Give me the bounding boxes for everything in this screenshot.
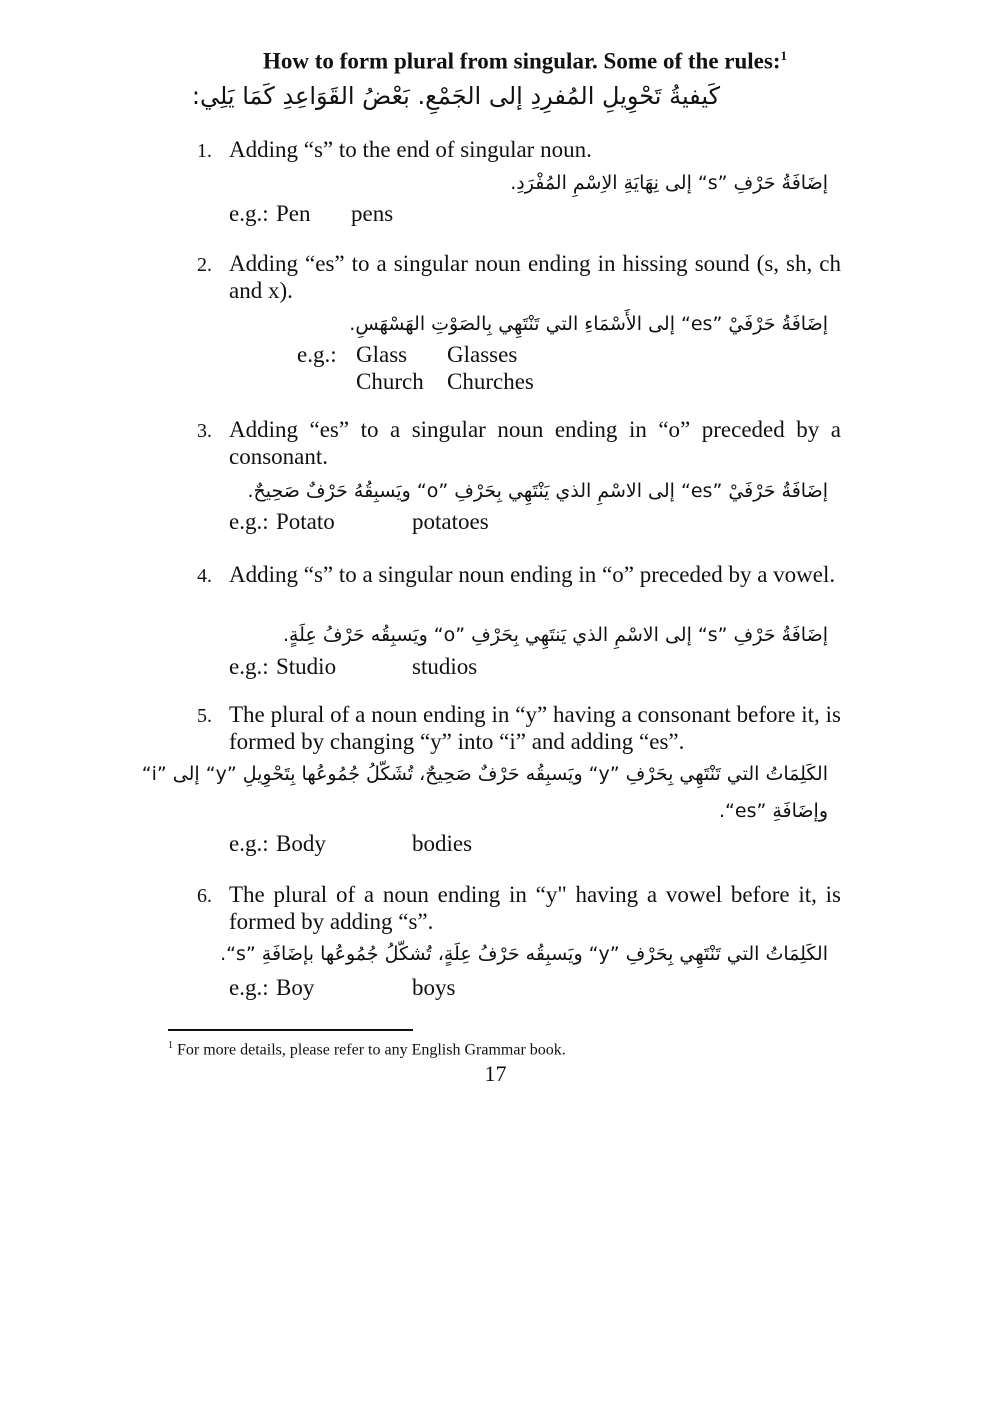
rule-5-number: 5. [197, 705, 212, 727]
page-title [0, 48, 991, 75]
rule-3-arabic: إضَافَةُ حَرْفَيْ ”es“ إلى الاسْمِ الذي يَنْتَهِي بِحَرْفِ ”o“ ويَسبِقُهُ حَرْفٌ صَحِيحٌ. [247, 480, 828, 502]
rule-6-example-plural: boys [412, 975, 456, 1000]
rule-4-example-plural: studios [412, 654, 478, 679]
rule-5-example-singular: Body [276, 831, 326, 856]
rule-6-eg-label: e.g.: [229, 975, 269, 1000]
rule-4-number: 4. [197, 565, 212, 587]
rule-1-number: 1. [197, 140, 212, 162]
footnote [168, 1040, 566, 1059]
rule-2-number: 2. [197, 254, 212, 276]
rule-2-text: Adding “es” to a singular noun ending in hissing sound (s, sh, ch and x). [229, 251, 841, 303]
rule-1-example-singular: Pen [276, 201, 311, 226]
rule-3-text: Adding “es” to a singular noun ending in “o” preceded by a consonant. [229, 417, 841, 469]
footnote-ref: 1 [780, 48, 787, 63]
rule-5-example-plural: bodies [412, 831, 473, 856]
rule-3-example-plural: potatoes [412, 509, 489, 534]
rule-3-eg-label: e.g.: [229, 509, 269, 534]
rule-2-example-1-singular: Glass [356, 342, 408, 367]
footnote-text: For more details, please refer to any English Grammar book. [177, 1041, 566, 1059]
rule-4-arabic: إضَافَةُ حَرْفِ ”s“ إلى الاسْمِ الذي يَنتَهِي بِحَرْفِ ”o“ ويَسبِقُه حَرْفُ عِلَةٍ. [282, 624, 828, 646]
rule-4-eg-label: e.g.: [229, 654, 269, 679]
footnote-divider [168, 1029, 413, 1031]
rule-6-text: The plural of a noun ending in “y" having a vowel before it, is formed by adding “s”. [229, 882, 841, 934]
rule-2-example-2-plural: Churches [447, 369, 534, 394]
rule-6-example-singular: Boy [276, 975, 315, 1000]
rule-2-eg-label: e.g.: [297, 342, 337, 367]
rule-4-example-singular: Studio [276, 654, 337, 679]
rule-2-arabic: إضَافَةُ حَرْفَيْ ”es“ إلى الأَسْمَاءِ التي تَنْتَهِي بِالصَوْتِ الهَسْهَسِ. [349, 313, 828, 335]
page-title-text: How to form plural from singular. Some of the rules: [263, 48, 781, 74]
rule-1-text: Adding “s” to the end of singular noun. [229, 137, 592, 162]
rule-5-eg-label: e.g.: [229, 831, 269, 856]
footnote-marker: 1 [168, 1040, 173, 1051]
rule-2-example-1-plural: Glasses [447, 342, 518, 367]
rule-1-example-plural: pens [351, 201, 394, 226]
page-number: 17 [484, 1061, 507, 1086]
page-title-arabic: كَيفيةُ تَحْوِيلِ المُفرِدِ إلى الجَمْعِ. بَعْضُ القَوَاعِدِ كَمَا يَلِي: [191, 82, 720, 110]
rule-6-number: 6. [197, 885, 212, 907]
rule-3-number: 3. [197, 420, 212, 442]
rule-3-example-singular: Potato [276, 509, 335, 534]
rule-2-example-2-singular: Church [356, 369, 424, 394]
rule-1-arabic: إضَافَةُ حَرْفِ ”s“ إلى نِهَايَةِ الاِسْمِ المُفْرَدِ. [510, 172, 828, 194]
rule-5-text: The plural of a noun ending in “y” having a consonant before it, is formed by changing “y” into “i” and adding “es”. [229, 702, 841, 754]
rule-5-arabic: الكَلِمَاتُ التي تَنْتَهِي بِحَرْفِ ”y“ ويَسبِقُه حَرْفٌ صَحِيحٌ، تُشَكّلُ جُمُوعُها بِتَحْوِيلِ ”y“ إلى ”i“ [141, 763, 828, 785]
rule-1-eg-label: e.g.: [229, 201, 269, 226]
rule-4-text: Adding “s” to a singular noun ending in “o” preceded by a vowel. [229, 562, 836, 587]
rule-6-arabic: الكَلِمَاتُ التي تَنْتَهِي بِحَرْفِ ”y“ ويَسبِقُه حَرْفُ عِلَةٍ، تُشكّلُ جُمُوعُها بإضَافَةِ ”s“. [220, 943, 828, 965]
rule-5-arabic-line2: وإضَافَةِ ”es“. [718, 800, 828, 822]
